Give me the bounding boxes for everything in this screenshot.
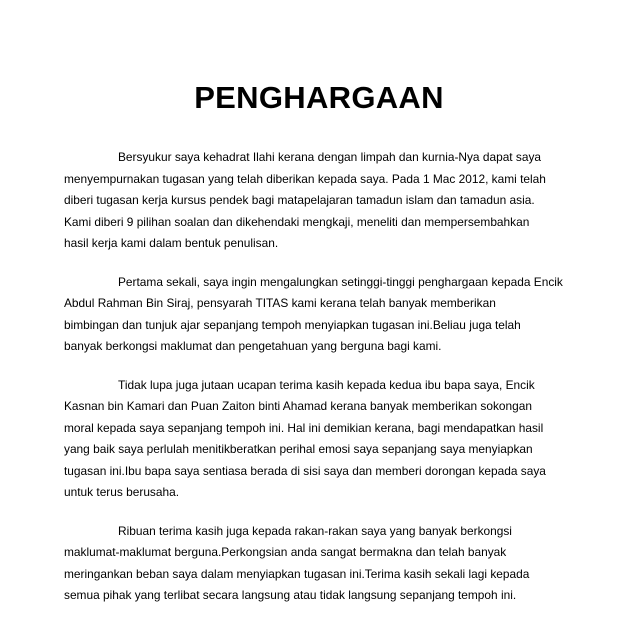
text-line: Kami diberi 9 pilihan soalan dan dikehendaki mengkaji, meneliti dan mempersembahkan <box>64 214 530 229</box>
text-line: diberi tugasan kerja kursus pendek bagi matapelajaran tamadun islam dan tamadun asia. <box>64 193 535 207</box>
text-line: Bersyukur saya kehadrat Ilahi kerana dengan limpah dan kurnia-Nya dapat saya <box>118 150 542 164</box>
text-line: Kasnan bin Kamari dan Puan Zaiton binti Ahamad kerana banyak memberikan sokongan <box>64 399 532 413</box>
page-title: PENGHARGAAN <box>194 80 444 115</box>
text-line: menyempurnakan tugasan yang telah diberikan kepada saya. Pada 1 Mac 2012, kami telah <box>64 171 546 186</box>
text-line: Pertama sekali, saya ingin mengalungkan setinggi-tinggi penghargaan kepada Encik <box>118 274 563 289</box>
text-line: Abdul Rahman Bin Siraj, pensyarah TITAS kami kerana telah banyak memberikan <box>64 296 496 310</box>
text-line: yang baik saya perlulah menitikberatkan perihal emosi saya sepanjang saya menyiapkan <box>64 442 533 456</box>
text-line: semua pihak yang terlibat secara langsung atau tidak langsung sepanjang tempoh ini. <box>64 588 517 602</box>
document-body <box>64 147 574 624</box>
paragraph-4 <box>64 521 574 607</box>
paragraph-1 <box>64 147 574 255</box>
text-line: tugasan ini.Ibu bapa saya sentiasa berada di sisi saya dan memberi dorongan kepada saya <box>64 463 546 478</box>
text-line: banyak berkongsi maklumat dan pengetahuan yang berguna bagi kami. <box>64 339 442 353</box>
text-line: Ribuan terima kasih juga kepada rakan-rakan saya yang banyak berkongsi <box>118 523 512 538</box>
paragraph-3 <box>64 375 574 504</box>
text-line: moral kepada saya sepanjang tempoh ini. Hal ini demikian kerana, bagi mendapatkan hasil <box>64 420 544 435</box>
text-line: meringankan beban saya dalam menyiapkan tugasan ini.Terima kasih sekali lagi kepada <box>64 566 530 581</box>
text-line: untuk terus berusaha. <box>64 485 180 499</box>
text-line: hasil kerja kami dalam bentuk penulisan. <box>64 236 279 250</box>
paragraph-2 <box>64 272 574 358</box>
text-line: Tidak lupa juga jutaan ucapan terima kasih kepada kedua ibu bapa saya, Encik <box>118 377 535 392</box>
text-line: bimbingan dan tunjuk ajar sepanjang tempoh menyiapkan tugasan ini.Beliau juga telah <box>64 317 521 332</box>
text-line: maklumat-maklumat berguna.Perkongsian anda sangat bermakna dan telah banyak <box>64 545 507 559</box>
